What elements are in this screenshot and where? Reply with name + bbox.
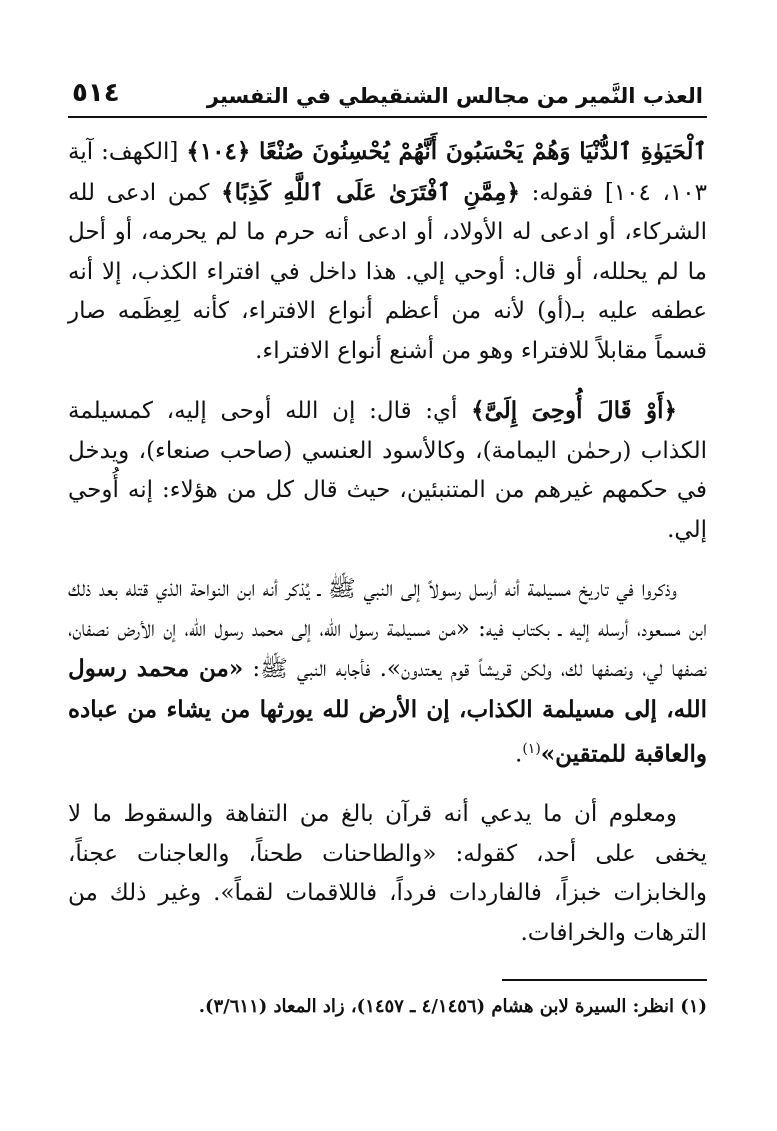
text-run: [الكهف: آية ١٠٣، ١٠٤] فقوله: bbox=[68, 139, 708, 206]
footnote-divider bbox=[502, 979, 707, 981]
running-header bbox=[68, 78, 707, 118]
quran-quote: ﴿مِمَّنِ ٱفْتَرَىٰ عَلَى ٱللَّهِ كَذِبًا﴾ bbox=[221, 178, 520, 206]
text-run: . bbox=[515, 741, 523, 768]
text-run: أي: قال: إن الله أوحى إليه، كمسيلمة الكذاب (رحمٰن اليمامة)، وكالأسود العنسي (صاحب صنعاء)، ويدخل في حكمهم غيرهم من المتنبئين، حيث قال كل من هؤلاء: إنه أُوحي إلي. bbox=[68, 398, 707, 543]
footnote-ref[interactable]: (١) bbox=[522, 741, 541, 757]
text-run: وذكروا في تاريخ مسيلمة أنه أرسل رسولاً إلى النبي ﷺ ـ يُذكر أنه ابن النواحة الذي قتله بعد ذلك ابن مسعود، أرسله إليه ـ بكتاب فيه: «من مسيلمة رسول الله، إلى محمد رسول الله، إن الأرض نصفان، نصفها لي، ونصفها لك، ولكن قريشاً قوم يعتدون». فأجابه النبي ﷺ: bbox=[68, 576, 707, 682]
paragraph bbox=[68, 795, 707, 953]
main-text bbox=[68, 132, 707, 953]
text-run: كمن ادعى لله الشركاء، أو ادعى له الأولاد، أو ادعى أنه حرم ما لم يحرمه، أو أحل ما لم يحلله، أو قال: أوحي إلي. هذا داخل في افتراء الكذب، إلا أنه عطفه عليه بـ(أو) لأنه من أعظم أنواع الافتراء، كأنه لِعِظَمه صار قسماً مقابلاً للافتراء وهو من أشنع أنواع الافتراء. bbox=[68, 179, 708, 364]
bold-quote: «من محمد رسول الله، إلى مسيلمة الكذاب، إن الأرض لله يورثها من يشاء من عباده والعاقبة للمتقين» bbox=[68, 655, 707, 768]
quran-quote: ٱلْحَيَوٰةِ ٱلدُّنْيَا وَهُمْ يَحْسَبُونَ أَنَّهُمْ يُحْسِنُونَ صُنْعًا ﴿١٠٤﴾ bbox=[186, 138, 707, 165]
book-title: العذب النَّمير من مجالس الشنقيطي في التفسير bbox=[206, 84, 703, 108]
page-number: ٥١٤ bbox=[72, 78, 120, 108]
footnote: (١) انظر: السيرة لابن هشام (٤/١٤٥٦ ـ ١٤٥٧)، زاد المعاد (٣/٦١١). bbox=[198, 996, 707, 1018]
paragraph bbox=[68, 570, 707, 775]
paragraph bbox=[68, 132, 707, 371]
text-run: ومعلوم أن ما يدعي أنه قرآن بالغ من التفاهة والسقوط ما لا يخفى على أحد، كقوله: «والطاحنات طحناً، والعاجنات عجناً، والخابزات خبزاً، فالفاردات فرداً، فاللاقمات لقماً». وغير ذلك من الترهات والخرافات. bbox=[68, 801, 707, 946]
quran-quote: ﴿أَوْ قَالَ أُوحِىَ إِلَىَّ﴾ bbox=[471, 397, 678, 424]
paragraph bbox=[68, 391, 707, 550]
